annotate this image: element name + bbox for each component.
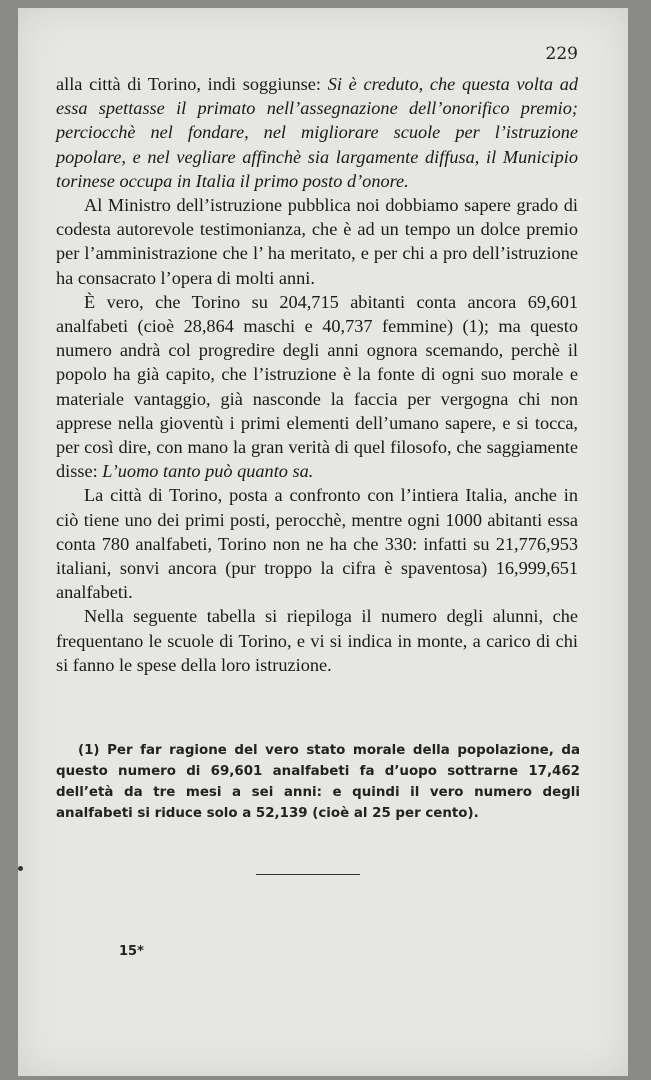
paragraph — [56, 72, 578, 193]
text-run: Al Ministro dell’istruzione pubblica noi dobbiamo sapere grado di codesta autorevole testimonianza, che è ad un tempo un dolce premio per l’amministrazione che l’ ha meritato, e per chi a pro dell’istruzione ha consacrato l’opera di molti anni. — [56, 195, 578, 288]
paragraph — [56, 604, 578, 677]
paragraph — [56, 290, 578, 484]
page-number: 229 — [545, 44, 578, 64]
signature-mark: 15* — [119, 944, 144, 959]
paragraph — [56, 483, 578, 604]
section-end-rule — [256, 874, 360, 875]
text-run: La città di Torino, posta a confronto con l’intiera Italia, anche in ciò tiene uno dei primi posti, perocchè, mentre ogni 1000 abitanti essa conta 780 analfabeti, Torino non ne ha che 330: infatti su 21,776,953 italiani, sonvi ancora (pur troppo la cifra è spaventosa) 16,999,651 analfabeti. — [56, 485, 578, 603]
italic-run: L’uomo tanto può quanto sa. — [102, 461, 314, 482]
body-text — [56, 72, 578, 677]
italic-run: Si è creduto, che questa volta ad essa spettasse il primato nell’assegnazione dell’onorifico premio; perciocchè nel fondare, nel migliorare scuole per l’istruzione popolare, e nel vegliare affinchè sia largamente diffusa, il Municipio torinese occupa in Italia il primo posto d’onore. — [56, 74, 578, 191]
footnote: (1) Per far ragione del vero stato morale della popolazione, da questo numero di 69,601 analfabeti fa d’uopo sottrarne 17,462 dell’età da tre mesi a sei anni: e quindi il vero numero degli analfabeti si riduce solo a 52,139 (cioè al 25 per cento). — [56, 743, 580, 821]
book-page — [18, 8, 628, 1076]
paragraph — [56, 193, 578, 290]
text-run: È vero, che Torino su 204,715 abitanti conta ancora 69,601 analfabeti (cioè 28,864 maschi e 40,737 femmine) (1); ma questo numero andrà col progredire degli anni ognora scemando, perchè il popolo ha già capito, che l’istruzione è la fonte di ogni suo morale e materiale vantaggio, già nasconde la faccia per vergogna chi non apprese nella gioventù i primi elementi dell’umano sapere, e si tocca, per così dire, con mano la gran verità di quel filosofo, che saggiamente disse: — [56, 291, 578, 482]
text-run: Nella seguente tabella si riepiloga il numero degli alunni, che frequentano le scuole di Torino, e vi si indica in monte, a carico di chi si fanno le spese della loro istruzione. — [56, 606, 578, 675]
text-run: alla città di Torino, indi soggiunse: — [56, 74, 328, 94]
ink-speck — [18, 866, 23, 871]
